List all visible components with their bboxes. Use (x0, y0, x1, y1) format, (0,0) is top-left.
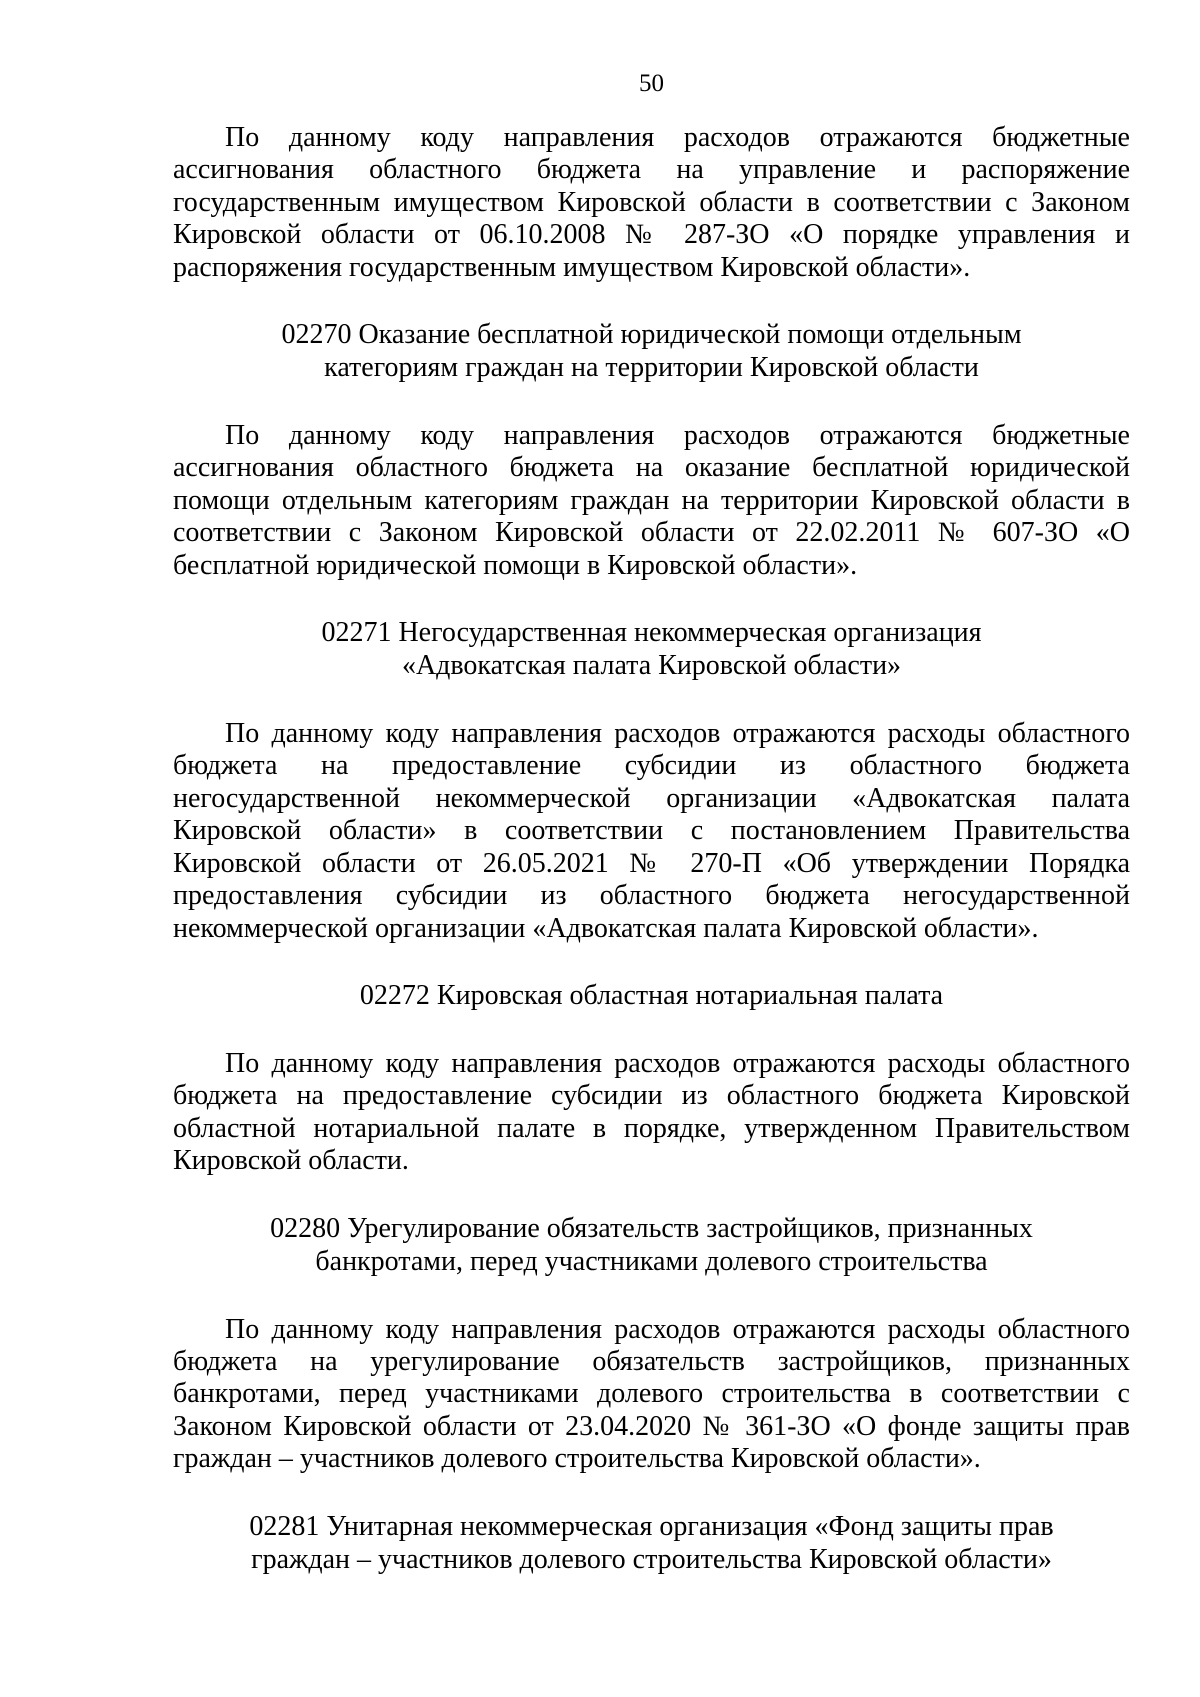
heading-02271 (173, 616, 1130, 682)
heading-02270 (173, 318, 1130, 384)
paragraph-property-management: По данному коду направления расходов отражаются бюджетные ассигнования областного бюджета на управление и распоряжение государственным имуществом Кировской области в соответствии с Законом Кировской области от 06.10.2008 № 287-ЗО «О порядке управления и распоряжения государственным имуществом Кировской области». (173, 122, 1130, 283)
heading-line: 02272 Кировская областная нотариальная палата (359, 979, 944, 1011)
paragraph-legal-aid: По данному коду направления расходов отражаются бюджетные ассигнования областного бюджета на оказание бесплатной юридической помощи отдельным категориям граждан на территории Кировской области в соответствии с Законом Кировской области от 22.02.2011 № 607-ЗО «О бесплатной юридической помощи в Кировской области». (173, 420, 1130, 581)
heading-line: 02271 Негосударственная некоммерческая организация (321, 617, 982, 649)
heading-line: 02280 Урегулирование обязательств застройщиков, признанных (270, 1212, 1033, 1244)
heading-02281 (173, 1510, 1130, 1576)
heading-line: граждан – участников долевого строительства Кировской области» (251, 1543, 1052, 1575)
heading-line: 02270 Оказание бесплатной юридической помощи отдельным (281, 319, 1022, 351)
heading-02272 (173, 979, 1130, 1012)
heading-line: категориям граждан на территории Кировской области (324, 352, 979, 384)
paragraph-developer-obligations: По данному коду направления расходов отражаются расходы областного бюджета на урегулирование обязательств застройщиков, признанных банкротами, перед участниками долевого строительства в соответствии с Законом Кировской области от 23.04.2020 № 361-ЗО «О фонде защиты прав граждан – участников долевого строительства Кировской области». (173, 1313, 1130, 1475)
paragraph-notary-chamber: По данному коду направления расходов отражаются расходы областного бюджета на предоставление субсидии из областного бюджета Кировской областной нотариальной палате в порядке, утвержденном Правительством Кировской области. (173, 1047, 1130, 1177)
heading-02280 (173, 1212, 1130, 1278)
heading-line: 02281 Унитарная некоммерческая организация «Фонд защиты прав (249, 1510, 1054, 1542)
page-number: 50 (639, 70, 664, 97)
paragraph-bar-association: По данному коду направления расходов отражаются расходы областного бюджета на предоставление субсидии из областного бюджета негосударственной некоммерческой организации «Адвокатская палата Кировской области» в соответствии с постановлением Правительства Кировской области от 26.05.2021 № 270-П «Об утверждении Порядка предоставления субсидии из областного бюджета негосударственной некоммерческой организации «Адвокатская палата Кировской области». (173, 718, 1130, 944)
heading-line: «Адвокатская палата Кировской области» (401, 650, 902, 682)
heading-line: банкротами, перед участниками долевого строительства (315, 1245, 988, 1277)
document-page (173, 60, 1130, 1576)
